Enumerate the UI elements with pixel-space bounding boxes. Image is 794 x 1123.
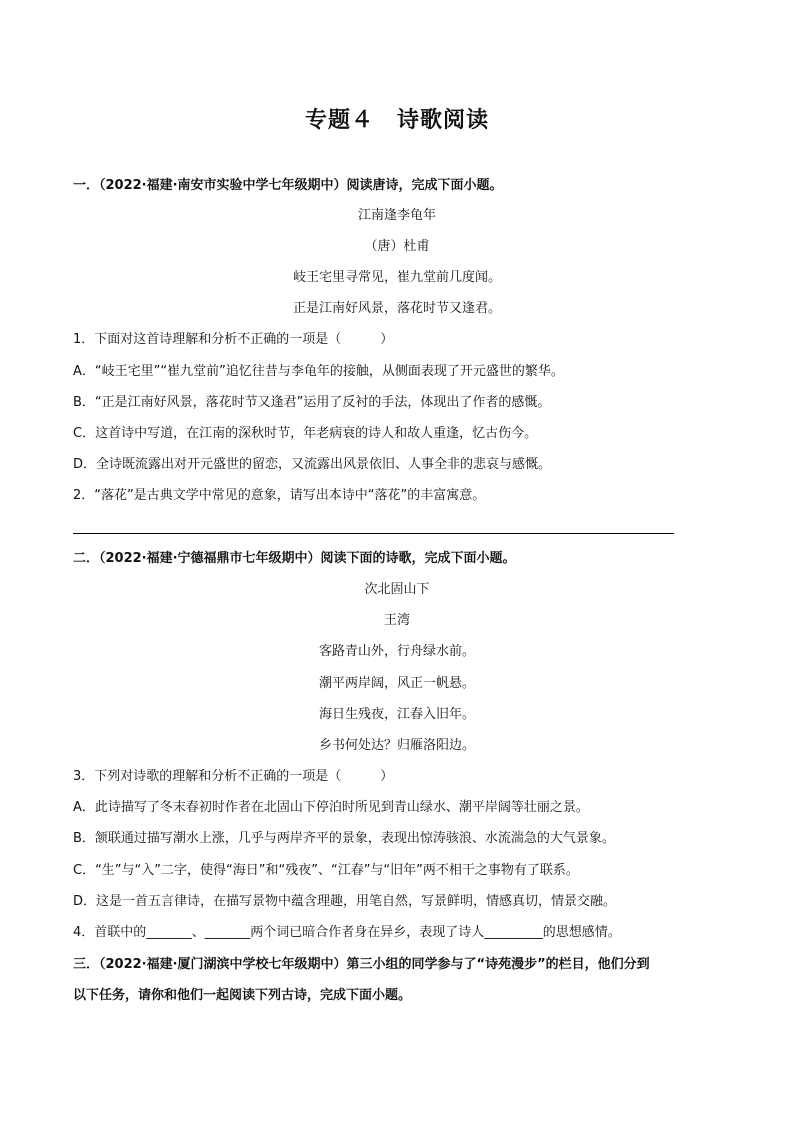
poem-1-line: 岐王宅里寻常见，崔九堂前几度闻。	[292, 270, 501, 285]
section-1-header: 一．（2022·福建·南安市实验中学七年级期中）阅读唐诗，完成下面小题。	[73, 178, 503, 193]
question-1-option-d: D．全诗既流露出对开元盛世的留恋，又流露出风景依旧、人事全非的悲哀与感慨。	[73, 457, 552, 472]
poem-2-line: 客路青山外，行舟绿水前。	[318, 644, 475, 659]
section-3-header-continued: 以下任务，请你和他们一起阅读下列古诗，完成下面小题。	[73, 988, 412, 1003]
question-1-option-b: B．“正是江南好风景，落花时节又逢君”运用了反衬的手法，体现出了作者的感慨。	[73, 395, 551, 410]
question-1-option-c: C．这首诗中写道，在江南的深秋时节，年老病衰的诗人和故人重逢，忆古伤今。	[73, 426, 538, 441]
poem-2-line: 乡书何处达？归雁洛阳边。	[318, 738, 475, 753]
section-2-header: 二．（2022·福建·宁德福鼎市七年级期中）阅读下面的诗歌，完成下面小题。	[73, 551, 516, 566]
question-2: 2．“落花”是古典文学中常见的意象，请写出本诗中“落花”的丰富寓意。	[73, 488, 486, 503]
poem-1-author: （唐）杜甫	[364, 239, 430, 254]
answer-line	[73, 533, 674, 534]
question-3: 3．下列对诗歌的理解和分析不正确的一项是（ ）	[73, 769, 394, 784]
question-3-option-b: B．颔联通过描写潮水上涨，几乎与两岸齐平的景象，表现出惊涛骇浪、水流湍急的大气景象。	[73, 831, 615, 846]
poem-2-line: 海日生残夜，江春入旧年。	[318, 707, 475, 722]
question-3-option-a: A．此诗描写了冬末春初时作者在北固山下停泊时所见到青山绿水、潮平岸阔等壮丽之景。	[73, 800, 589, 815]
section-3-header: 三．（2022·福建·厦门湖滨中学校七年级期中）第三小组的同学参与了“诗苑漫步”的栏目，他们分到	[73, 957, 650, 972]
poem-2-line: 潮平两岸阔，风正一帆悬。	[318, 676, 475, 691]
poem-2-author: 王湾	[383, 613, 410, 628]
question-4: 4．首联中的_______、_______两个词已暗合作者身在异乡，表现了诗人_________的思想感情。	[73, 925, 621, 940]
question-3-option-c: C．“生”与“入”二字，使得“海日”和“残夜”、“江春”与“旧年”两不相干之事物有了联系。	[73, 863, 579, 878]
page-title: 专题４ 诗歌阅读	[304, 108, 489, 133]
question-3-option-d: D．这是一首五言律诗，在描写景物中蕴含理趣，用笔自然，写景鲜明，情感真切，情景交融。	[73, 894, 617, 909]
question-1-option-a: A．“岐王宅里”“崔九堂前”追忆往昔与李龟年的接触，从侧面表现了开元盛世的繁华。	[73, 364, 564, 379]
poem-1-line: 正是江南好风景，落花时节又逢君。	[292, 301, 501, 316]
poem-1-title: 江南逢李龟年	[357, 208, 436, 223]
poem-2-title: 次北固山下	[364, 582, 430, 597]
question-1: 1．下面对这首诗理解和分析不正确的一项是（ ）	[73, 332, 394, 347]
